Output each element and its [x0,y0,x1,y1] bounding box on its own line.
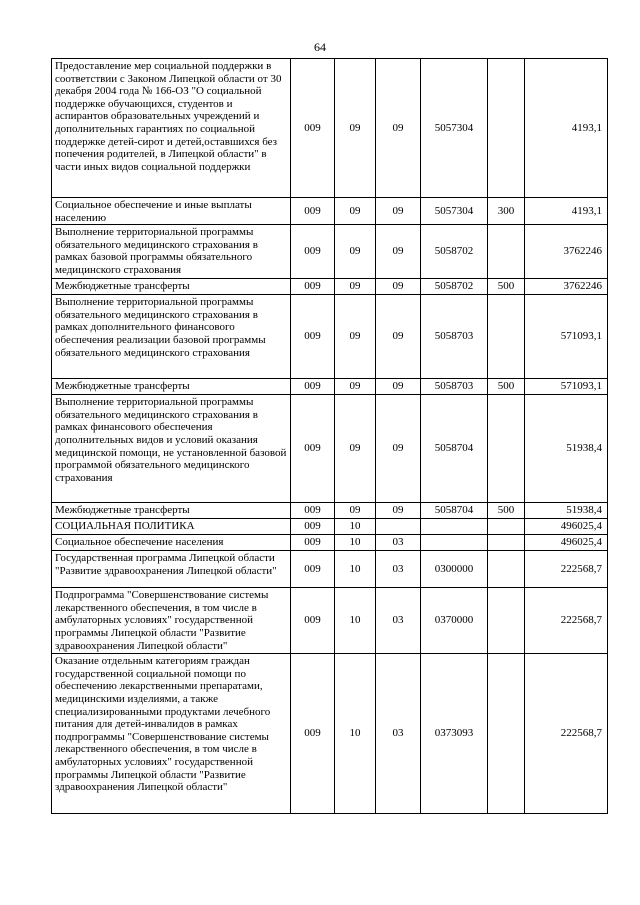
row-name-cell: Социальное обеспечение и иные выплаты населению [52,198,291,225]
expense-type-cell: 500 [488,279,525,295]
target-article-cell: 5057304 [421,59,488,198]
amount-cell: 222568,7 [525,551,608,588]
subsection-code-cell: 09 [376,198,421,225]
subsection-code-cell: 09 [376,395,421,503]
table-row [52,654,608,814]
amount-cell: 222568,7 [525,654,608,814]
amount-cell: 222568,7 [525,588,608,654]
row-name-cell: СОЦИАЛЬНАЯ ПОЛИТИКА [52,519,291,535]
amount-cell: 571093,1 [525,379,608,395]
table-row [52,225,608,279]
section-code-cell: 09 [335,503,376,519]
target-article-cell: 0300000 [421,551,488,588]
amount-cell: 51938,4 [525,503,608,519]
table-body [52,59,608,814]
admin-code-cell: 009 [291,535,335,551]
row-name-cell: Межбюджетные трансферты [52,379,291,395]
target-article-cell: 0373093 [421,654,488,814]
section-code-cell: 09 [335,395,376,503]
expense-type-cell: 500 [488,503,525,519]
row-name-cell: Предоставление мер социальной поддержки в соответствии с Законом Липецкой области от 30 декабря 2004 года № 166-ОЗ "О социальной поддержке обучающихся, студентов и аспирантов образовательных учреждений и дополнительных гарантиях по социальной поддержке детей-сирот и детей,оставшихся без попечения родителей, в Липецкой области" в части иных видов социальной поддержки [52,59,291,198]
section-code-cell: 09 [335,279,376,295]
row-name-cell: Межбюджетные трансферты [52,279,291,295]
subsection-code-cell: 09 [376,279,421,295]
table-row [52,379,608,395]
row-name-cell: Подпрограмма "Совершенствование системы лекарственного обеспечения, в том числе в амбулаторных условиях" государственной программы Липецкой области "Развитие здравоохранения Липецкой области" [52,588,291,654]
table-row [52,503,608,519]
admin-code-cell: 009 [291,654,335,814]
target-article-cell: 5058702 [421,225,488,279]
admin-code-cell: 009 [291,395,335,503]
section-code-cell: 10 [335,654,376,814]
target-article-cell: 5058703 [421,379,488,395]
subsection-code-cell: 03 [376,654,421,814]
section-code-cell: 09 [335,225,376,279]
expense-type-cell [488,225,525,279]
target-article-cell: 5058703 [421,295,488,379]
subsection-code-cell [376,519,421,535]
subsection-code-cell: 09 [376,295,421,379]
target-article-cell: 5058704 [421,395,488,503]
expense-type-cell [488,551,525,588]
admin-code-cell: 009 [291,503,335,519]
row-name-cell: Выполнение территориальной программы обязательного медицинского страхования в рамках дополнительного финансового обеспечения реализации базовой программы обязательного медицинского страхования [52,295,291,379]
row-name-cell: Выполнение территориальной программы обязательного медицинского страхования в рамках базовой программы обязательного медицинского страхования [52,225,291,279]
admin-code-cell: 009 [291,59,335,198]
expense-type-cell [488,395,525,503]
admin-code-cell: 009 [291,519,335,535]
subsection-code-cell: 09 [376,503,421,519]
admin-code-cell: 009 [291,295,335,379]
admin-code-cell: 009 [291,279,335,295]
subsection-code-cell: 03 [376,551,421,588]
target-article-cell [421,519,488,535]
table-row [52,588,608,654]
table-row [52,535,608,551]
amount-cell: 51938,4 [525,395,608,503]
target-article-cell: 5058702 [421,279,488,295]
table-row [52,519,608,535]
subsection-code-cell: 09 [376,59,421,198]
admin-code-cell: 009 [291,588,335,654]
expense-type-cell [488,519,525,535]
row-name-cell: Оказание отдельным категориям граждан государственной социальной помощи по обеспечению лекарственными препаратами, медицинскими изделиями, а также специализированными продуктами лечебного питания для детей-инвалидов в рамках подпрограммы "Совершенствование системы лекарственного обеспечения, в том числе в амбулаторных условиях" государственной программы Липецкой области "Развитие здравоохранения Липецкой области" [52,654,291,814]
section-code-cell: 10 [335,588,376,654]
expense-type-cell [488,535,525,551]
amount-cell: 571093,1 [525,295,608,379]
expense-type-cell [488,295,525,379]
budget-table [51,58,608,814]
expense-type-cell [488,59,525,198]
row-name-cell: Социальное обеспечение населения [52,535,291,551]
table-row [52,295,608,379]
section-code-cell: 10 [335,519,376,535]
row-name-cell: Государственная программа Липецкой области "Развитие здравоохранения Липецкой области" [52,551,291,588]
subsection-code-cell: 09 [376,225,421,279]
expense-type-cell: 300 [488,198,525,225]
section-code-cell: 10 [335,551,376,588]
amount-cell: 3762246 [525,225,608,279]
subsection-code-cell: 09 [376,379,421,395]
target-article-cell [421,535,488,551]
section-code-cell: 09 [335,198,376,225]
section-code-cell: 09 [335,59,376,198]
table-row [52,551,608,588]
expense-type-cell: 500 [488,379,525,395]
amount-cell: 4193,1 [525,59,608,198]
section-code-cell: 10 [335,535,376,551]
amount-cell: 4193,1 [525,198,608,225]
expense-type-cell [488,654,525,814]
table-row [52,198,608,225]
table-row [52,395,608,503]
target-article-cell: 5057304 [421,198,488,225]
admin-code-cell: 009 [291,551,335,588]
admin-code-cell: 009 [291,198,335,225]
amount-cell: 496025,4 [525,519,608,535]
page-number: 64 [314,40,326,54]
row-name-cell: Выполнение территориальной программы обязательного медицинского страхования в рамках финансового обеспечения дополнительных видов и условий оказания медицинской помощи, не установленной базовой программой обязательного медицинского страхования [52,395,291,503]
subsection-code-cell: 03 [376,535,421,551]
admin-code-cell: 009 [291,225,335,279]
section-code-cell: 09 [335,379,376,395]
amount-cell: 496025,4 [525,535,608,551]
row-name-cell: Межбюджетные трансферты [52,503,291,519]
table-row [52,279,608,295]
admin-code-cell: 009 [291,379,335,395]
target-article-cell: 5058704 [421,503,488,519]
subsection-code-cell: 03 [376,588,421,654]
target-article-cell: 0370000 [421,588,488,654]
section-code-cell: 09 [335,295,376,379]
table-row [52,59,608,198]
expense-type-cell [488,588,525,654]
amount-cell: 3762246 [525,279,608,295]
